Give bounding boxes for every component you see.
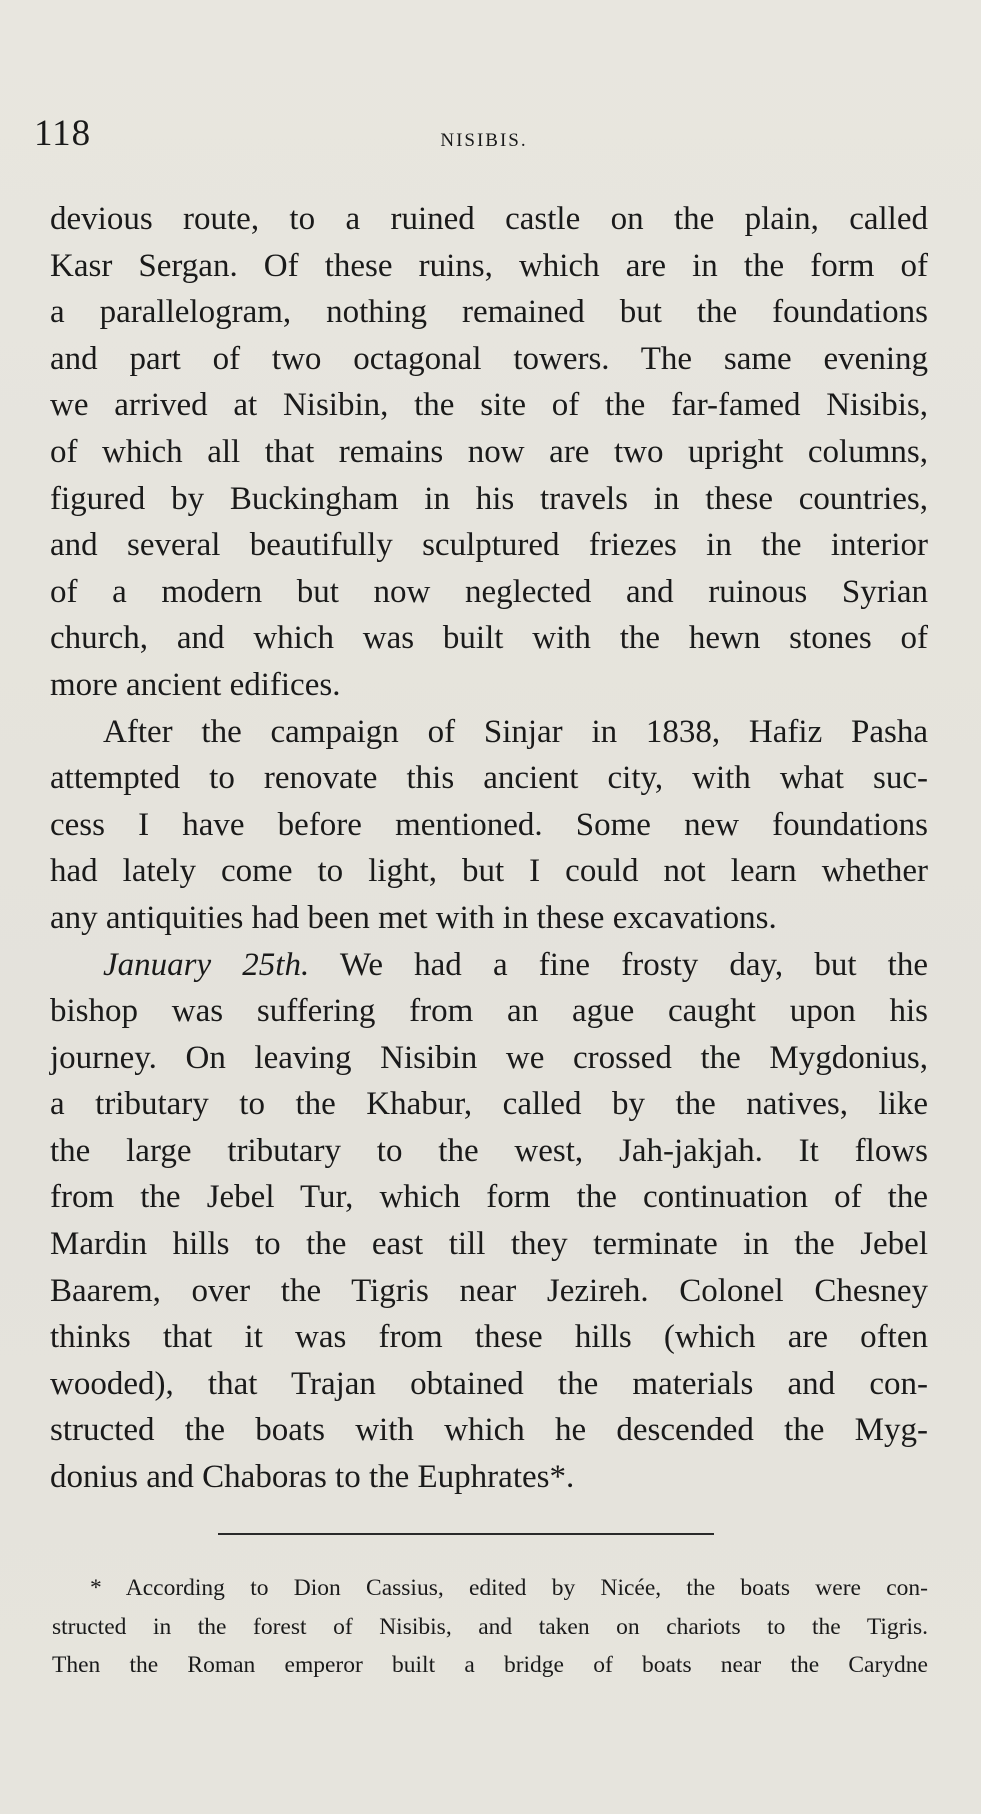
text-line: Mardin hills to the east till they terminate in the Jebel	[50, 1226, 928, 1263]
text-line: journey. On leaving Nisibin we crossed the Mygdonius,	[50, 1039, 928, 1076]
text-line-dated	[50, 942, 928, 989]
footnote-line: * According to Dion Cassius, edited by Nicée, the boats were con-	[90, 1575, 928, 1601]
footnote	[52, 1569, 928, 1685]
text-line: After the campaign of Sinjar in 1838, Hafiz Pasha	[103, 713, 928, 750]
text-line: figured by Buckingham in his travels in these countries,	[50, 480, 928, 517]
text-line: donius and Chaboras to the Euphrates*.	[50, 1459, 575, 1496]
text-line: more ancient edifices.	[50, 666, 341, 703]
footnote-divider	[218, 1533, 714, 1535]
text-line: devious route, to a ruined castle on the plain, called	[50, 201, 928, 237]
text-line: cess I have before mentioned. Some new foundations	[50, 806, 928, 843]
running-head: NISIBIS.	[440, 130, 528, 151]
text-line: we arrived at Nisibin, the site of the far-famed Nisibis,	[50, 387, 928, 424]
page-header	[34, 112, 934, 162]
text-line: wooded), that Trajan obtained the materials and con-	[50, 1365, 928, 1402]
text-line: of a modern but now neglected and ruinous Syrian	[50, 573, 928, 610]
text-line: Baarem, over the Tigris near Jezireh. Colonel Chesney	[50, 1272, 928, 1309]
footnote-line: structed in the forest of Nisibis, and taken on chariots to the Tigris.	[52, 1613, 928, 1640]
footnote-line: Then the Roman emperor built a bridge of boats near the Carydne	[52, 1652, 928, 1678]
text-line: a tributary to the Khabur, called by the natives, like	[50, 1086, 928, 1123]
body-text	[50, 196, 928, 1501]
text-line: and several beautifully sculptured friezes in the interior	[50, 527, 928, 564]
text-line: any antiquities had been met with in these excavations.	[50, 899, 777, 936]
text-line: Kasr Sergan. Of these ruins, which are in the form of	[50, 247, 928, 284]
text-line: of which all that remains now are two upright columns,	[50, 433, 928, 470]
text-line: bishop was suffering from an ague caught upon his	[50, 993, 928, 1030]
date-heading: January 25th.	[103, 946, 310, 983]
text-line: church, and which was built with the hewn stones of	[50, 620, 928, 657]
text-line: the large tributary to the west, Jah-jakjah. It flows	[50, 1132, 928, 1169]
text-line: had lately come to light, but I could not learn whether	[50, 853, 928, 890]
text-line: from the Jebel Tur, which form the continuation of the	[50, 1179, 928, 1216]
text-line: attempted to renovate this ancient city, with what suc-	[50, 760, 928, 797]
text-line-rest: We had a fine frosty day, but the	[339, 946, 928, 983]
text-line: a parallelogram, nothing remained but the foundations	[50, 294, 928, 331]
page-number: 118	[34, 113, 92, 154]
text-line: thinks that it was from these hills (which are often	[50, 1319, 928, 1356]
text-line: structed the boats with which he descended the Myg-	[50, 1412, 928, 1449]
text-line: and part of two octagonal towers. The same evening	[50, 340, 928, 377]
